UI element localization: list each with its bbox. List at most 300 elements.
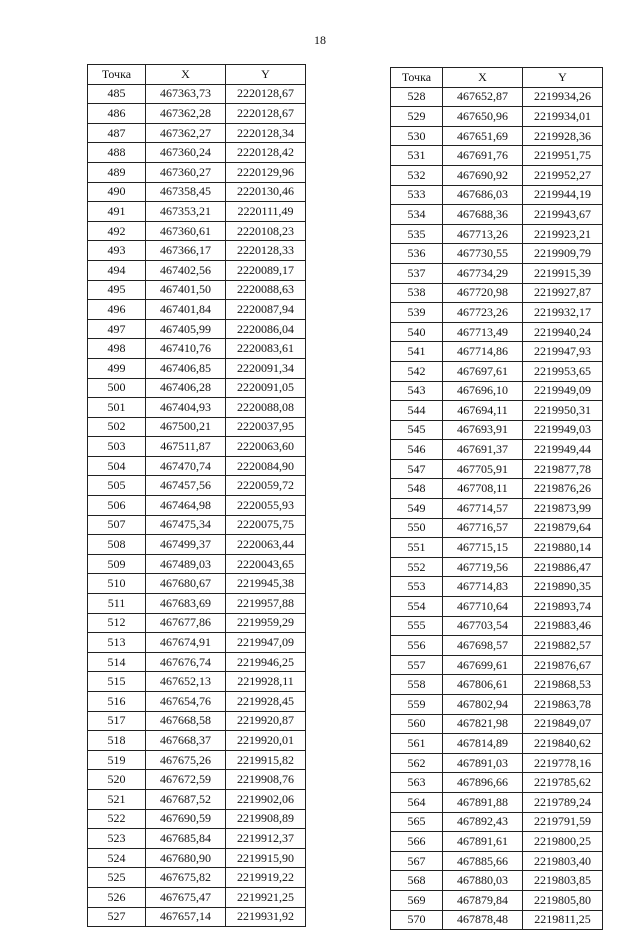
cell-x: 467719,56: [443, 557, 523, 577]
cell-y: 2219950,31: [523, 401, 603, 421]
table-row: [88, 535, 306, 555]
table-row: [88, 613, 306, 633]
table-row: [88, 437, 306, 457]
cell-point: 540: [391, 322, 443, 342]
cell-y: 2219920,01: [226, 731, 306, 751]
cell-x: 467802,94: [443, 695, 523, 715]
cell-y: 2219868,53: [523, 675, 603, 695]
cell-x: 467652,87: [443, 87, 523, 107]
cell-y: 2219876,67: [523, 655, 603, 675]
header-point: Точка: [391, 68, 443, 88]
table-row: [88, 300, 306, 320]
cell-y: 2219915,82: [226, 750, 306, 770]
cell-x: 467723,26: [443, 303, 523, 323]
cell-point: 516: [88, 692, 146, 712]
cell-x: 467696,10: [443, 381, 523, 401]
cell-point: 505: [88, 476, 146, 496]
table-row: [391, 597, 603, 617]
cell-x: 467892,43: [443, 812, 523, 832]
table-row: [391, 773, 603, 793]
table-row: [391, 695, 603, 715]
cell-point: 486: [88, 104, 146, 124]
cell-point: 567: [391, 851, 443, 871]
cell-point: 533: [391, 185, 443, 205]
table-row: [88, 515, 306, 535]
table-row: [391, 361, 603, 381]
cell-point: 538: [391, 283, 443, 303]
table-row: [88, 476, 306, 496]
cell-point: 498: [88, 339, 146, 359]
cell-x: 467677,86: [146, 613, 226, 633]
cell-point: 523: [88, 829, 146, 849]
cell-y: 2220128,67: [226, 104, 306, 124]
cell-y: 2220088,08: [226, 398, 306, 418]
table-row: [88, 456, 306, 476]
cell-x: 467406,85: [146, 358, 226, 378]
cell-y: 2219882,57: [523, 636, 603, 656]
cell-x: 467500,21: [146, 417, 226, 437]
cell-x: 467691,37: [443, 440, 523, 460]
table-row: [88, 84, 306, 104]
table-row: [88, 594, 306, 614]
cell-x: 467675,47: [146, 887, 226, 907]
cell-y: 2220063,60: [226, 437, 306, 457]
cell-x: 467687,52: [146, 789, 226, 809]
cell-point: 554: [391, 597, 443, 617]
table-row: [391, 381, 603, 401]
cell-y: 2219915,90: [226, 848, 306, 868]
cell-y: 2219803,85: [523, 871, 603, 891]
cell-point: 565: [391, 812, 443, 832]
cell-x: 467708,11: [443, 479, 523, 499]
cell-y: 2219908,76: [226, 770, 306, 790]
cell-y: 2219949,03: [523, 420, 603, 440]
cell-point: 512: [88, 613, 146, 633]
cell-x: 467714,83: [443, 577, 523, 597]
coordinates-table-left: [87, 64, 306, 927]
cell-y: 2219890,35: [523, 577, 603, 597]
cell-y: 2220128,42: [226, 143, 306, 163]
table-row: [391, 557, 603, 577]
cell-x: 467464,98: [146, 496, 226, 516]
cell-point: 488: [88, 143, 146, 163]
table-row: [391, 303, 603, 323]
cell-y: 2220088,63: [226, 280, 306, 300]
cell-y: 2219927,87: [523, 283, 603, 303]
header-point: Точка: [88, 65, 146, 85]
cell-x: 467406,28: [146, 378, 226, 398]
cell-y: 2219931,92: [226, 907, 306, 927]
cell-y: 2220128,34: [226, 123, 306, 143]
table-header-row: [88, 65, 306, 85]
cell-point: 527: [88, 907, 146, 927]
cell-point: 502: [88, 417, 146, 437]
table-row: [391, 890, 603, 910]
table-row: [391, 499, 603, 519]
table-row: [391, 224, 603, 244]
cell-x: 467698,57: [443, 636, 523, 656]
table-row: [88, 887, 306, 907]
cell-point: 541: [391, 342, 443, 362]
table-row: [391, 851, 603, 871]
cell-point: 522: [88, 809, 146, 829]
cell-x: 467360,61: [146, 221, 226, 241]
table-row: [88, 123, 306, 143]
cell-point: 537: [391, 263, 443, 283]
cell-x: 467680,67: [146, 574, 226, 594]
cell-point: 546: [391, 440, 443, 460]
cell-y: 2220111,49: [226, 202, 306, 222]
table-row: [391, 616, 603, 636]
table-row: [88, 750, 306, 770]
table-row: [391, 734, 603, 754]
cell-y: 2219789,24: [523, 792, 603, 812]
cell-y: 2220130,46: [226, 182, 306, 202]
table-row: [88, 554, 306, 574]
cell-x: 467511,87: [146, 437, 226, 457]
cell-x: 467714,86: [443, 342, 523, 362]
cell-point: 485: [88, 84, 146, 104]
cell-y: 2219880,14: [523, 538, 603, 558]
cell-x: 467499,37: [146, 535, 226, 555]
cell-x: 467404,93: [146, 398, 226, 418]
cell-point: 566: [391, 832, 443, 852]
cell-x: 467690,59: [146, 809, 226, 829]
cell-point: 558: [391, 675, 443, 695]
table-row: [391, 459, 603, 479]
cell-point: 531: [391, 146, 443, 166]
cell-y: 2219957,88: [226, 594, 306, 614]
cell-y: 2220063,44: [226, 535, 306, 555]
table-row: [88, 358, 306, 378]
cell-y: 2219849,07: [523, 714, 603, 734]
cell-x: 467694,11: [443, 401, 523, 421]
cell-y: 2219928,11: [226, 672, 306, 692]
cell-point: 535: [391, 224, 443, 244]
cell-y: 2219886,47: [523, 557, 603, 577]
cell-y: 2219943,67: [523, 205, 603, 225]
cell-point: 548: [391, 479, 443, 499]
table-row: [391, 107, 603, 127]
cell-y: 2219791,59: [523, 812, 603, 832]
cell-y: 2219945,38: [226, 574, 306, 594]
cell-y: 2220086,04: [226, 319, 306, 339]
cell-y: 2219909,79: [523, 244, 603, 264]
header-y: Y: [226, 65, 306, 85]
cell-point: 503: [88, 437, 146, 457]
cell-point: 496: [88, 300, 146, 320]
cell-x: 467715,15: [443, 538, 523, 558]
cell-x: 467730,55: [443, 244, 523, 264]
cell-x: 467353,21: [146, 202, 226, 222]
table-row: [88, 848, 306, 868]
table-row: [88, 221, 306, 241]
table-row: [391, 753, 603, 773]
cell-point: 490: [88, 182, 146, 202]
cell-y: 2219877,78: [523, 459, 603, 479]
table-row: [88, 104, 306, 124]
cell-point: 500: [88, 378, 146, 398]
cell-x: 467457,56: [146, 476, 226, 496]
cell-y: 2219951,75: [523, 146, 603, 166]
cell-x: 467657,14: [146, 907, 226, 927]
cell-x: 467358,45: [146, 182, 226, 202]
cell-x: 467821,98: [443, 714, 523, 734]
cell-point: 494: [88, 260, 146, 280]
cell-point: 519: [88, 750, 146, 770]
table-row: [391, 165, 603, 185]
cell-x: 467650,96: [443, 107, 523, 127]
cell-point: 559: [391, 695, 443, 715]
cell-point: 542: [391, 361, 443, 381]
cell-x: 467654,76: [146, 692, 226, 712]
cell-y: 2220043,65: [226, 554, 306, 574]
table-row: [391, 871, 603, 891]
cell-point: 487: [88, 123, 146, 143]
cell-y: 2219921,25: [226, 887, 306, 907]
cell-x: 467672,59: [146, 770, 226, 790]
cell-x: 467713,26: [443, 224, 523, 244]
cell-y: 2219919,22: [226, 868, 306, 888]
cell-x: 467675,82: [146, 868, 226, 888]
cell-y: 2219946,25: [226, 652, 306, 672]
table-row: [391, 401, 603, 421]
cell-point: 517: [88, 711, 146, 731]
cell-x: 467489,03: [146, 554, 226, 574]
table-row: [88, 711, 306, 731]
cell-point: 507: [88, 515, 146, 535]
cell-x: 467806,61: [443, 675, 523, 695]
cell-point: 513: [88, 633, 146, 653]
cell-point: 492: [88, 221, 146, 241]
cell-x: 467693,91: [443, 420, 523, 440]
cell-point: 491: [88, 202, 146, 222]
cell-point: 521: [88, 789, 146, 809]
cell-y: 2219949,44: [523, 440, 603, 460]
cell-x: 467716,57: [443, 518, 523, 538]
cell-point: 529: [391, 107, 443, 127]
table-row: [391, 675, 603, 695]
cell-y: 2220128,33: [226, 241, 306, 261]
cell-point: 525: [88, 868, 146, 888]
cell-point: 561: [391, 734, 443, 754]
table-row: [391, 577, 603, 597]
header-x: X: [146, 65, 226, 85]
cell-y: 2219800,25: [523, 832, 603, 852]
cell-point: 530: [391, 126, 443, 146]
cell-y: 2219934,01: [523, 107, 603, 127]
table-row: [88, 692, 306, 712]
cell-y: 2219915,39: [523, 263, 603, 283]
table-row: [391, 518, 603, 538]
table-row: [391, 832, 603, 852]
table-row: [391, 342, 603, 362]
cell-point: 569: [391, 890, 443, 910]
table-row: [88, 574, 306, 594]
cell-y: 2219928,36: [523, 126, 603, 146]
table-row: [391, 714, 603, 734]
table-row: [88, 162, 306, 182]
cell-x: 467401,50: [146, 280, 226, 300]
table-row: [391, 185, 603, 205]
cell-y: 2219902,06: [226, 789, 306, 809]
table-row: [391, 792, 603, 812]
cell-y: 2220084,90: [226, 456, 306, 476]
cell-point: 568: [391, 871, 443, 891]
cell-point: 545: [391, 420, 443, 440]
cell-y: 2219805,80: [523, 890, 603, 910]
cell-x: 467690,92: [443, 165, 523, 185]
cell-y: 2219947,93: [523, 342, 603, 362]
cell-y: 2220037,95: [226, 417, 306, 437]
cell-y: 2219785,62: [523, 773, 603, 793]
table-row: [391, 655, 603, 675]
table-row: [88, 378, 306, 398]
cell-point: 563: [391, 773, 443, 793]
header-y: Y: [523, 68, 603, 88]
cell-x: 467878,48: [443, 910, 523, 930]
cell-x: 467668,58: [146, 711, 226, 731]
cell-y: 2220083,61: [226, 339, 306, 359]
cell-y: 2219940,24: [523, 322, 603, 342]
table-row: [88, 633, 306, 653]
cell-x: 467691,76: [443, 146, 523, 166]
cell-y: 2219953,65: [523, 361, 603, 381]
cell-point: 495: [88, 280, 146, 300]
cell-x: 467734,29: [443, 263, 523, 283]
table-row: [391, 479, 603, 499]
cell-point: 511: [88, 594, 146, 614]
cell-point: 562: [391, 753, 443, 773]
cell-y: 2219873,99: [523, 499, 603, 519]
cell-y: 2219959,29: [226, 613, 306, 633]
cell-y: 2220059,72: [226, 476, 306, 496]
table-row: [88, 652, 306, 672]
cell-x: 467410,76: [146, 339, 226, 359]
cell-point: 551: [391, 538, 443, 558]
cell-point: 539: [391, 303, 443, 323]
cell-x: 467686,03: [443, 185, 523, 205]
cell-x: 467363,73: [146, 84, 226, 104]
cell-x: 467668,37: [146, 731, 226, 751]
cell-y: 2219778,16: [523, 753, 603, 773]
cell-y: 2220055,93: [226, 496, 306, 516]
cell-x: 467675,26: [146, 750, 226, 770]
cell-point: 553: [391, 577, 443, 597]
cell-x: 467652,13: [146, 672, 226, 692]
table-header-row: [391, 68, 603, 88]
cell-x: 467720,98: [443, 283, 523, 303]
cell-y: 2220128,67: [226, 84, 306, 104]
table-row: [88, 398, 306, 418]
cell-point: 547: [391, 459, 443, 479]
cell-x: 467891,88: [443, 792, 523, 812]
cell-y: 2219944,19: [523, 185, 603, 205]
cell-point: 506: [88, 496, 146, 516]
cell-y: 2219912,37: [226, 829, 306, 849]
cell-y: 2220129,96: [226, 162, 306, 182]
cell-x: 467703,54: [443, 616, 523, 636]
cell-x: 467362,28: [146, 104, 226, 124]
cell-point: 555: [391, 616, 443, 636]
cell-x: 467896,66: [443, 773, 523, 793]
cell-x: 467879,84: [443, 890, 523, 910]
cell-point: 510: [88, 574, 146, 594]
table-row: [391, 87, 603, 107]
cell-y: 2219883,46: [523, 616, 603, 636]
table-row: [88, 829, 306, 849]
cell-y: 2219947,09: [226, 633, 306, 653]
table-row: [88, 241, 306, 261]
cell-x: 467697,61: [443, 361, 523, 381]
cell-point: 543: [391, 381, 443, 401]
table-row: [391, 812, 603, 832]
cell-y: 2219952,27: [523, 165, 603, 185]
cell-y: 2219863,78: [523, 695, 603, 715]
cell-point: 549: [391, 499, 443, 519]
cell-point: 504: [88, 456, 146, 476]
cell-point: 556: [391, 636, 443, 656]
cell-point: 536: [391, 244, 443, 264]
table-row: [88, 907, 306, 927]
cell-y: 2220108,23: [226, 221, 306, 241]
table-row: [391, 146, 603, 166]
table-row: [88, 202, 306, 222]
cell-x: 467676,74: [146, 652, 226, 672]
cell-x: 467688,36: [443, 205, 523, 225]
cell-x: 467680,90: [146, 848, 226, 868]
cell-x: 467699,61: [443, 655, 523, 675]
cell-point: 518: [88, 731, 146, 751]
cell-point: 526: [88, 887, 146, 907]
cell-y: 2219934,26: [523, 87, 603, 107]
table-row: [391, 440, 603, 460]
cell-x: 467891,03: [443, 753, 523, 773]
cell-point: 570: [391, 910, 443, 930]
table-row: [391, 636, 603, 656]
cell-point: 515: [88, 672, 146, 692]
table-row: [391, 910, 603, 930]
cell-y: 2220075,75: [226, 515, 306, 535]
page-number: 18: [314, 33, 326, 47]
cell-point: 499: [88, 358, 146, 378]
cell-x: 467714,57: [443, 499, 523, 519]
cell-point: 550: [391, 518, 443, 538]
table-row: [88, 339, 306, 359]
table-row: [88, 496, 306, 516]
cell-y: 2220091,05: [226, 378, 306, 398]
cell-y: 2220087,94: [226, 300, 306, 320]
cell-y: 2219879,64: [523, 518, 603, 538]
cell-point: 520: [88, 770, 146, 790]
cell-y: 2219893,74: [523, 597, 603, 617]
table-row: [88, 319, 306, 339]
cell-x: 467674,91: [146, 633, 226, 653]
cell-point: 564: [391, 792, 443, 812]
cell-y: 2219949,09: [523, 381, 603, 401]
cell-x: 467891,61: [443, 832, 523, 852]
cell-y: 2219923,21: [523, 224, 603, 244]
table-row: [88, 731, 306, 751]
cell-y: 2219840,62: [523, 734, 603, 754]
cell-y: 2219876,26: [523, 479, 603, 499]
table-row: [88, 809, 306, 829]
table-row: [391, 322, 603, 342]
cell-y: 2220089,17: [226, 260, 306, 280]
table-row: [88, 417, 306, 437]
cell-x: 467362,27: [146, 123, 226, 143]
cell-x: 467405,99: [146, 319, 226, 339]
